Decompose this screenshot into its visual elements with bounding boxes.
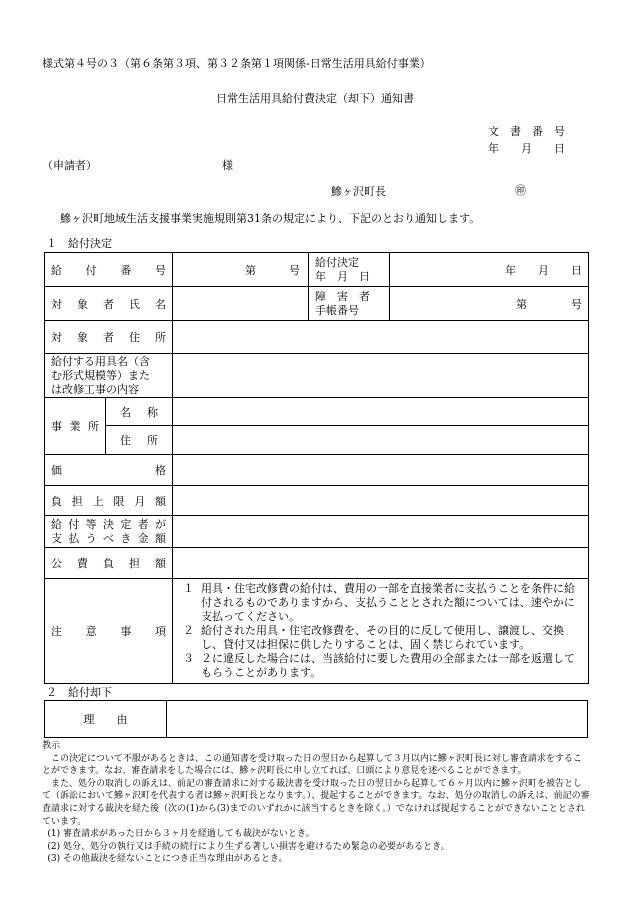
note-item: １ 用具・住宅改修費の給付は、費用の一部を直接業者に支払うことを条件に給付されるものでありますから、支払うこととされた額については、速やかに支払ってください。 — [183, 582, 575, 623]
honorific: 様 — [222, 159, 233, 172]
decision-date-value: 年 月 日 — [390, 253, 589, 287]
rejection-table — [44, 700, 588, 738]
seal-mark: ㊞ — [515, 184, 526, 197]
form-number: 様式第４号の３（第６条第３項、第３２条第１項関係-日常生活用具給付事業） — [42, 57, 431, 70]
price-value[interactable] — [173, 455, 589, 486]
appeal-item: (2) 処分、処分の執行又は手続の続行により生ずる著しい損害を避けるため緊急の必要があるとき。 — [47, 841, 450, 852]
date-label: 年 月 日 — [488, 142, 565, 155]
disability-card-number-label: 障 害 者 手帳番号 — [309, 287, 390, 321]
appeal-paragraph-1: この決定について不服があるときは、この通知書を受け取った日の翌日から起算して３月以内に鰺ヶ沢町長に対し審査請求をすることができます。なお、審査請求をした場合には、鰺ヶ沢町長に申し立てれば、口頭により意見を述べることができます。 — [42, 753, 582, 777]
equipment-name-label: 給付する用具名（含 む形式規模等）また は改修工事の内容 — [45, 354, 173, 398]
office-name-label: 名 称 — [106, 398, 173, 426]
office-address-label: 住 所 — [106, 426, 173, 455]
recipient-address-value[interactable] — [173, 321, 589, 354]
public-burden-value[interactable] — [173, 548, 589, 579]
reason-value[interactable] — [167, 701, 588, 738]
page-title: 日常生活用具給付費決定（却下）通知書 — [216, 92, 414, 105]
section-1-heading: １ 給付決定 — [46, 237, 112, 250]
recipient-name-label: 対 象 者 氏 名 — [45, 287, 173, 321]
appeal-instructions — [42, 740, 590, 866]
recipient-address-label: 対 象 者 住 所 — [45, 321, 173, 354]
intro-text: 鰺ヶ沢町地域生活支援事業実施規則第31条の規定により、下記のとおり通知します。 — [60, 212, 481, 225]
public-burden-label: 公 費 負 担 額 — [45, 548, 173, 579]
office-label: 事 業 所 — [45, 398, 106, 455]
payer-amount-value[interactable] — [173, 516, 589, 548]
decision-date-label: 給付決定 年 月 日 — [309, 253, 390, 287]
disability-card-number-value: 第 号 — [390, 287, 589, 321]
office-address-value[interactable] — [173, 426, 589, 455]
note-item: ３ ２に違反した場合には、当該給付に要した費用の全部または一部を返還してもらうことがあります。 — [183, 652, 575, 679]
mayor-name: 鰺ヶ沢町長 — [331, 185, 386, 198]
appeal-heading: 教示 — [42, 741, 61, 751]
appeal-paragraph-2: また、処分の取消しの訴えは、前記の審査請求に対する裁決書を受け取った日の翌日から起算して６ヶ月以内に鰺ヶ沢町を被告として（訴訟において鰺ヶ沢町を代表する者は鰺ヶ沢町長となります。）、提起することができます。なお、処分の取消しの訴えは、前記の審査請求に対する裁決を経た後（次の(1)から(3)までのいずれかに該当するときを除く。）でなければ提起することができないこととされています。 — [42, 778, 590, 827]
appeal-item: (3) その他裁決を経ないことにつき正当な理由があるとき。 — [47, 854, 288, 865]
price-label: 価 格 — [45, 455, 173, 486]
benefit-number-label: 給 付 番 号 — [45, 253, 173, 287]
monthly-limit-value[interactable] — [173, 486, 589, 516]
decision-table — [44, 252, 589, 684]
note-item: ２ 給付された用具・住宅改修費を、その目的に反して使用し、譲渡し、交換し、貸付又は担保に供したりすることは、固く禁じられています。 — [183, 624, 564, 651]
recipient-name-value[interactable] — [173, 287, 309, 321]
document-number-label: 文 書 番 号 — [488, 125, 565, 138]
notes-content — [173, 579, 589, 684]
appeal-item: (1) 審査請求があった日から３ヶ月を経過しても裁決がないとき。 — [47, 829, 315, 840]
applicant-label: （申請者） — [42, 159, 97, 172]
equipment-name-value[interactable] — [173, 354, 589, 398]
monthly-limit-label: 負 担 上 限 月 額 — [45, 486, 173, 516]
payer-amount-label: 給 付 等 決 定 者 が 支 払 う べ き 金 額 — [45, 516, 173, 548]
reason-label: 理 由 — [45, 701, 167, 738]
office-name-value[interactable] — [173, 398, 589, 426]
notes-label: 注 意 事 項 — [45, 579, 173, 684]
section-2-heading: ２ 給付却下 — [46, 686, 112, 699]
benefit-number-value: 第 号 — [173, 253, 309, 287]
